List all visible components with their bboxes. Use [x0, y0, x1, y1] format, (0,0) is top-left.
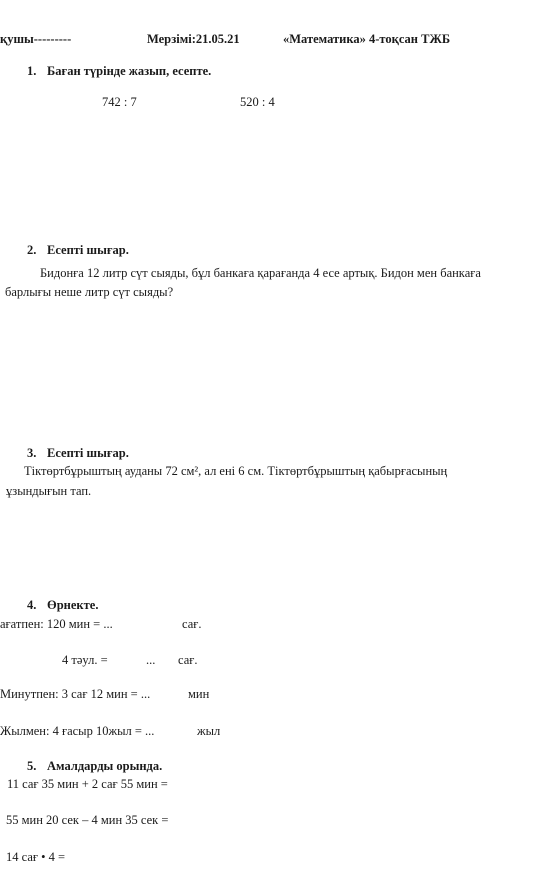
task1-expression-1: 742 : 7 — [102, 95, 137, 109]
task5-number: 5. — [27, 759, 37, 773]
task5-expression-2: 55 мин 20 сек – 4 мин 35 сек = — [6, 813, 169, 827]
task2-title: Есепті шығар. — [47, 243, 129, 257]
task5-heading — [27, 759, 162, 774]
date-label: Мерзімі:21.05.21 — [147, 32, 240, 46]
task3-text-line-2: ұзындығын тап. — [6, 484, 92, 498]
task3-title: Есепті шығар. — [47, 446, 129, 460]
subject-title: «Математика» 4-тоқсан ТЖБ — [283, 32, 451, 46]
task2-heading — [27, 243, 129, 258]
task1-number: 1. — [27, 64, 37, 78]
task4-row-years: Жылмен: 4 ғасыр 10жыл = ... — [0, 724, 155, 738]
task4-heading — [27, 598, 98, 613]
task1-title: Баған түрінде жазып, есепте. — [47, 64, 212, 78]
task3-number: 3. — [27, 446, 37, 460]
task4-row-years-unit: жыл — [197, 724, 221, 738]
task4-row-minutes-unit: мин — [188, 687, 210, 701]
task4-row-hours-2: 4 тәул. = — [62, 653, 108, 667]
task2-number: 2. — [27, 243, 37, 257]
task5-expression-3: 14 сағ • 4 = — [6, 850, 66, 864]
task4-title: Өрнекте. — [47, 598, 99, 612]
task3-text-line-1: Тіктөртбұрыштың ауданы 72 см², ал ені 6 см. Тіктөртбұрыштың қабырғасының — [24, 464, 448, 478]
task3-heading — [27, 446, 129, 461]
task2-text-line-2: барлығы неше литр сүт сыяды? — [5, 285, 174, 299]
task4-number: 4. — [27, 598, 37, 612]
task1-expression-2: 520 : 4 — [240, 95, 275, 109]
task4-row-minutes: Минутпен: 3 сағ 12 мин = ... — [0, 687, 151, 701]
task2-text-line-1: Бидонға 12 литр сүт сыяды, бұл банкаға қарағанда 4 есе артық. Бидон мен банкаға — [40, 266, 481, 280]
task4-row-hours-1: ағатпен: 120 мин = ... — [0, 617, 113, 631]
task4-row-hours-2-unit: сағ. — [178, 653, 198, 667]
task4-row-hours-1-unit: сағ. — [182, 617, 202, 631]
task5-expression-1: 11 сағ 35 мин + 2 сағ 55 мин = — [7, 777, 168, 791]
task4-row-hours-2-dots: ... — [146, 653, 156, 667]
task5-title: Амалдарды орында. — [47, 759, 163, 773]
student-name-label: қушы--------- — [0, 32, 72, 46]
task1-heading — [27, 64, 211, 79]
